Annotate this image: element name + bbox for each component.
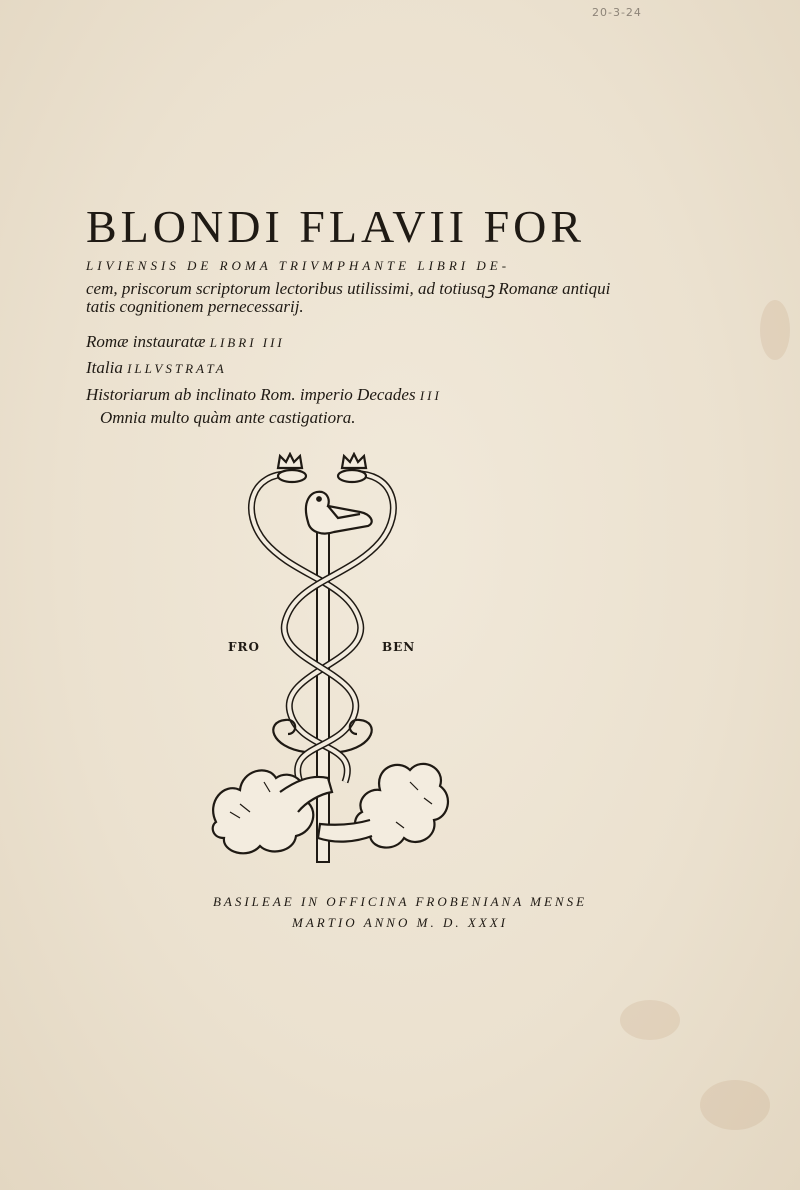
contents-caps: III [419, 388, 442, 403]
imprint-line: MARTIO ANNO M. D. XXXI [292, 915, 508, 930]
contents-line [86, 358, 227, 378]
printer-mark-right: BEN [382, 640, 416, 654]
contents-caps: ILLVSTRATA [127, 361, 227, 376]
book-title: BLONDI FLAVII FOR [86, 201, 586, 252]
shelfmark: 20-3-24 [592, 6, 642, 19]
contents-caps: LIBRI III [209, 335, 285, 350]
imprint-line: BASILEAE IN OFFICINA FROBENIANA MENSE [212, 894, 588, 909]
contents-text: Historiarum ab inclinato Rom. imperio Decades [86, 385, 416, 404]
contents-line [86, 385, 442, 405]
paper-stain [620, 1000, 680, 1040]
subtitle-caps: LIVIENSIS DE ROMA TRIVMPHANTE LIBRI DE- [86, 258, 511, 273]
contents-text: Omnia multo quàm ante castigatiora. [100, 408, 356, 427]
printer-device-caduceus [210, 452, 450, 872]
contents-text: Romæ instauratæ [86, 332, 206, 351]
subtitle-line: tatis cognitionem pernecessarij. [86, 297, 304, 316]
contents-line [100, 408, 355, 428]
contents-line [86, 332, 285, 352]
paper-stain [760, 300, 790, 360]
subtitle-line: cem, priscorum scriptorum lectoribus utilissimi, ad totiusqꝫ Romanæ antiqui [86, 279, 611, 298]
paper-stain [700, 1080, 770, 1130]
printer-mark-left: FRO [228, 640, 260, 654]
contents-text: Italia [86, 358, 123, 377]
